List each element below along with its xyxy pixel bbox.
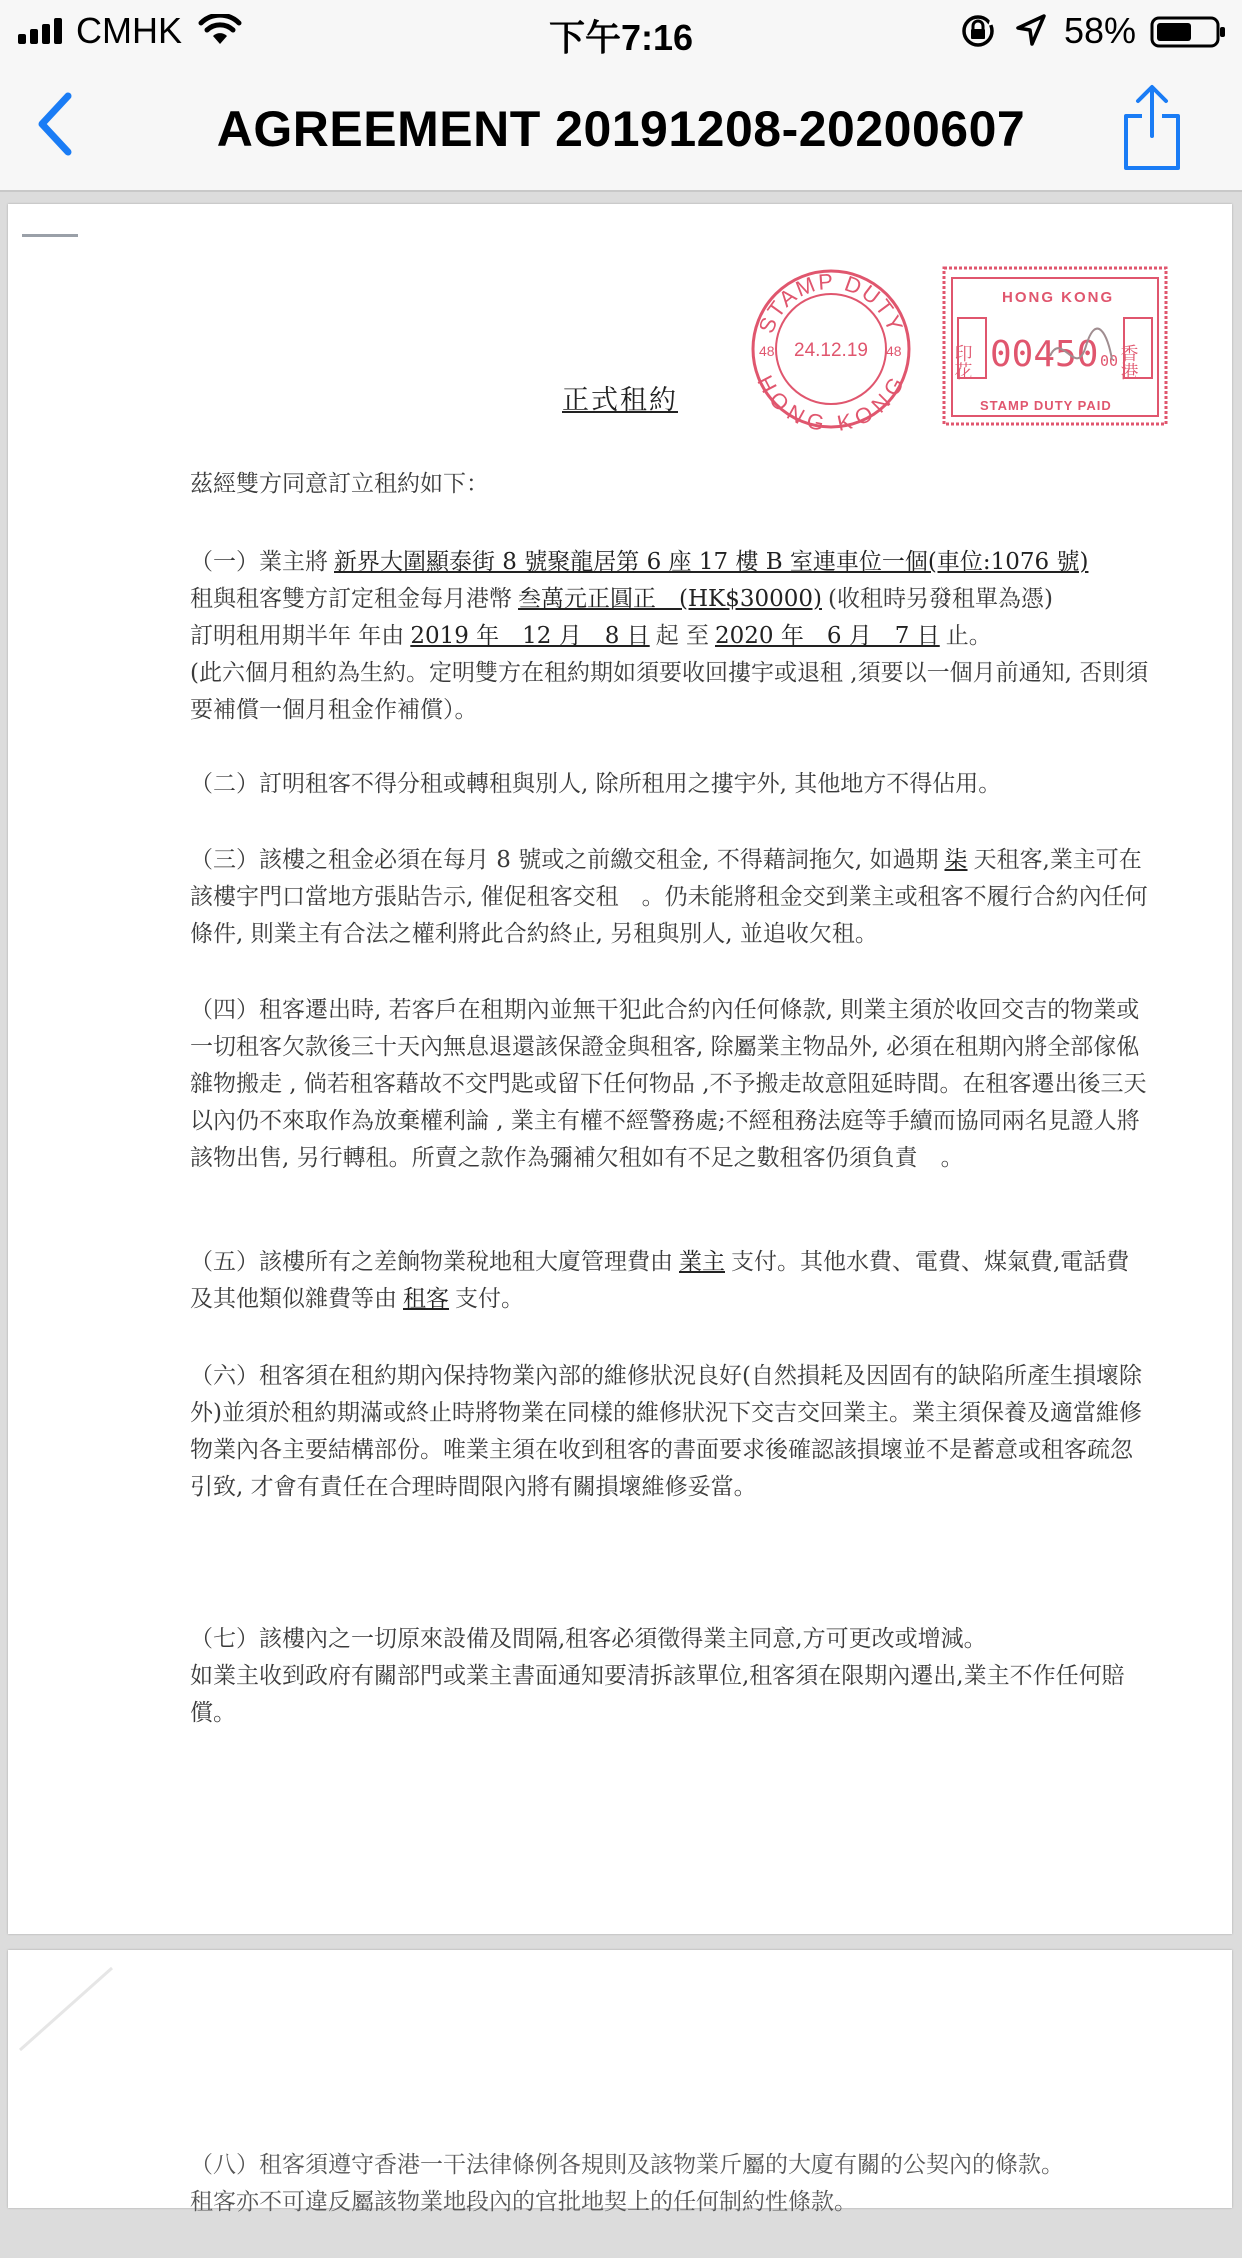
battery-icon: [1150, 16, 1228, 48]
term-start: 2019 年 12 月 8 日: [410, 623, 650, 649]
clause-7: （七）該樓內之一切原來設備及間隔,租客必須徵得業主同意,方可更改或增減。 如業主收到政府有關部門或業主書面通知要清拆該單位,租客須在限期內遷出,業主不作任何賠償。: [190, 1626, 1125, 1726]
location-arrow-icon: [1016, 14, 1046, 46]
svg-text:00450: 00450: [990, 334, 1099, 375]
svg-text:STAMP DUTY: STAMP DUTY: [753, 268, 909, 337]
svg-text:HONG KONG: HONG KONG: [752, 371, 910, 434]
svg-text:STAMP DUTY PAID: STAMP DUTY PAID: [980, 398, 1112, 413]
battery-percentage: 58%: [1064, 10, 1137, 51]
orientation-lock-icon: [960, 14, 996, 48]
clause-4: （四）租客遷出時, 若客戶在租期內並無干犯此合約內任何條款, 則業主須於收回交吉的物業或一切租客欠款後三十天內無息退還該保證金與租客, 除屬業主物品外, 必須在租期內將全部傢俬雜物搬走 , 倘若租客藉故不交門匙或留下任何物品 ,不予搬走故意阻延時間。在租客遷出後三天以內仍不來取作為放棄權利論 , 業主有權不經警務處;不經租務法庭等手續而協同兩名見證人將該物出售, 另行轉租。所賣之款作為彌補欠租如有不足之數租客仍須負責 。: [190, 997, 1147, 1171]
page-fold-mark: [16, 1964, 116, 2054]
scan-mark: [22, 234, 78, 237]
svg-text:HONG KONG: HONG KONG: [1002, 289, 1115, 306]
status-time: 下午7:16: [548, 17, 694, 58]
document-title: AGREEMENT 20191208-20200607: [216, 101, 1026, 157]
svg-text:00: 00: [1100, 352, 1119, 370]
lease-title: 正式租約: [562, 385, 678, 416]
navigation-bar: [0, 60, 1242, 192]
payer-tenant: 租客: [403, 1286, 449, 1312]
term-end: 2020 年 6 月 7 日: [715, 623, 940, 649]
grace-days: 柒: [944, 847, 968, 873]
document-page-1: [8, 204, 1232, 1934]
clause-2: （二）訂明租客不得分租或轉租與別人, 除所租用之摟宇外, 其他地方不得佔用。: [190, 771, 1002, 797]
share-icon[interactable]: [1120, 82, 1184, 172]
svg-text:48: 48: [759, 343, 775, 359]
clause-6: （六）租客須在租約期內保持物業內部的維修狀況良好(自然損耗及因固有的缺陷所產生損壞除外)並須於租約期滿或終止時將物業在同樣的維修狀況下交吉交回業主。業主須保養及適當維修物業內各主要結構部份。唯業主須在收到租客的書面要求後確認該損壞並不是蓄意或租客疏忽引致, 才會有責任在合理時間限內將有關損壞維修妥當。: [190, 1363, 1142, 1500]
property-address: 新界大圍顯泰街 8 號聚龍居第 6 座 17 樓 B 室連車位一個(車位:1076 號): [334, 549, 1089, 575]
svg-text:48: 48: [886, 343, 902, 359]
svg-text:24.12.19: 24.12.19: [794, 340, 868, 361]
clause-5: （五）該樓所有之差餉物業稅地租大廈管理費由 業主 支付。其他水費、電費、煤氣費,電話費及其他類似雜費等由 租客 支付。: [190, 1249, 1130, 1312]
clause-3: （三）該樓之租金必須在每月 8 號或之前繳交租金, 不得藉詞拖欠, 如過期 柒 天租客,業主可在該樓宇門口當地方張貼告示, 催促租客交租 。仍未能將租金交到業主或租客不履行合約內任何條件, 則業主有合法之權利將此合約終止, 另租與別人, 並追收欠租。: [190, 847, 1148, 947]
status-bar: [0, 0, 1242, 60]
svg-text:印花: 印花: [951, 344, 973, 380]
rent-amount: 叁萬元正圓正 (HK$30000): [518, 586, 822, 612]
document-page-2: [8, 1950, 1232, 2215]
svg-text:香港: 香港: [1117, 344, 1139, 380]
clause-8: （八）租客須遵守香港一干法律條例各規則及該物業斤屬的大廈有關的公契內的條款。 租客亦不可違反屬該物業地段內的官批地契上的任何制約性條款。: [190, 2152, 1064, 2215]
carrier-name: CMHK: [76, 10, 182, 51]
clause-intro: 茲經雙方同意訂立租約如下：: [190, 471, 489, 497]
clause-1: （一）業主將 新界大圍顯泰街 8 號聚龍居第 6 座 17 樓 B 室連車位一個(車位:1076 號) 租與租客雙方訂定租金每月港幣 叁萬元正圓正 (HK$30000) (收租時另發租單為憑) 訂明租用期半年 年由 2019 年 12 月 8 日 起 至 2020 年 6 月 7 日 止。 (此六個月租約為生約。定明雙方在租約期如須要收回摟宇或退租 ,須要以一個月前通知, 否則須要補償一個月租金作補償）。: [190, 549, 1149, 723]
payer-landlord: 業主: [679, 1249, 725, 1275]
